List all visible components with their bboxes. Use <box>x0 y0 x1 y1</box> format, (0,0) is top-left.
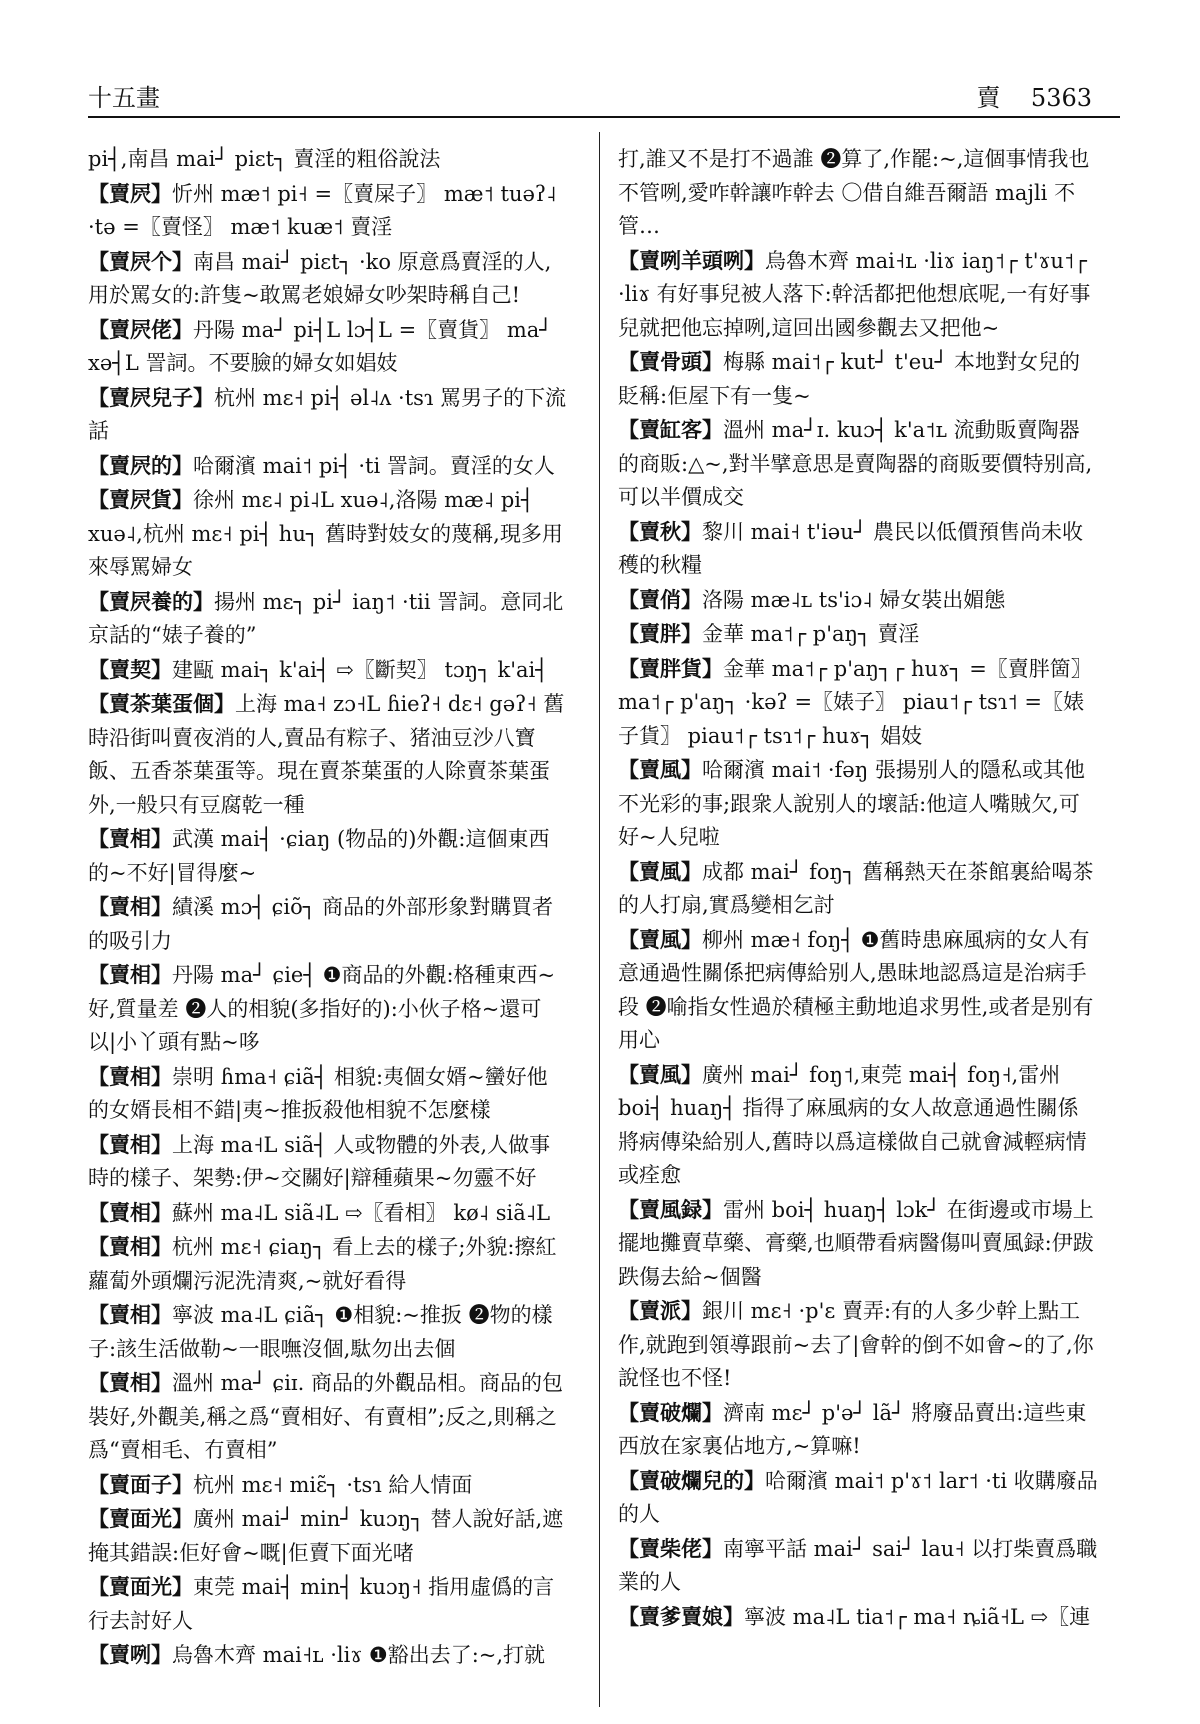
entry-headword: 【賣茶葉蛋個】 <box>88 691 235 716</box>
entry-headword: 【賣風】 <box>618 858 702 884</box>
dictionary-entry <box>88 890 568 958</box>
dictionary-entry <box>88 1060 568 1128</box>
dictionary-entry <box>88 1570 568 1638</box>
entry-text: 黎川 mai˧ t'iəu┘ 農民以低價預售尚未收穫的秋糧 <box>618 519 1084 577</box>
dictionary-entry <box>88 822 568 890</box>
entry-headword: 【賣相】 <box>88 1199 172 1225</box>
entry-text: 崇明 ɦma˧ ɕiã┤ 相貌:夷個女婿~蠻好他的女婿長相不錯|夷~推扳殺他相貌不怎麼樣 <box>88 1064 548 1122</box>
entry-text: 蘇州 ma˨L siã˨L ⇨〖看相〗 kø˨ siã˨L <box>172 1200 551 1225</box>
entry-headword: 【賣破爛兒的】 <box>618 1467 765 1493</box>
entry-headword: 【賣屄的】 <box>88 452 193 478</box>
entry-text: 丹陽 ma┘ ɕie┤ ❶商品的外觀:格種東西~好,質量差 ❷人的相貌(多指好的):小伙子格~還可以|小丫頭有點~哆 <box>88 963 556 1054</box>
entry-headword: 【賣相】 <box>88 826 172 851</box>
dictionary-entry <box>88 483 568 585</box>
dictionary-entry <box>618 1058 1098 1193</box>
entry-headword: 【賣契】 <box>88 656 172 682</box>
entry-text: 丹陽 ma┘ pi┤L lɔ┤L =〖賣貨〗 ma┘ xə┤L 詈詞。不要臉的婦女如娼妓 <box>88 317 552 375</box>
entry-text: 寧波 ma˨L tia˦┌ ma˧ ȵiã˧L ⇨〖連 <box>744 1604 1091 1629</box>
entry-headword: 【賣相】 <box>88 1063 172 1089</box>
entry-headword: 【賣爹賣娘】 <box>618 1603 744 1629</box>
entry-text: 建甌 mai┐ k'ai┤ ⇨〖斷契〗 tɔŋ┐ k'ai┤ <box>172 657 548 682</box>
entry-text: 忻州 mæ˦ pi˧ =〖賣屎子〗 mæ˦ tuəʔ˨ ·tə =〖賣怪〗 mæ˦ kuæ˦ 賣淫 <box>88 181 557 239</box>
dictionary-entry <box>88 381 568 449</box>
entry-text: 杭州 mɛ˧ ɕiaŋ┐ 看上去的樣子;外貌:擦紅蘿蔔外頭爛污泥洗清爽,~就好看得 <box>88 1235 557 1293</box>
entry-text: 徐州 mɛ˨ pi˨L xuə˨,洛陽 mæ˨ pi┤ xuə˨,杭州 mɛ˧ pi┤ hu┐ 舊時對妓女的蔑稱,現多用來辱罵婦女 <box>88 488 563 579</box>
dictionary-entry <box>618 617 1098 652</box>
dictionary-entry <box>88 1196 568 1231</box>
entry-headword: 【賣屄】 <box>88 180 172 206</box>
entry-text: 寧波 ma˨L ɕiã┐ ❶相貌:~推扳 ❷物的樣子:該生活做勒~一眼嘸沒個,駄勿出去個 <box>88 1303 553 1361</box>
entry-headword: 【賣胖】 <box>618 621 702 646</box>
dictionary-entry <box>618 923 1098 1058</box>
entry-text: 打,誰又不是打不過誰 ❷算了,作罷:~,這個事情我也不管咧,愛咋幹讓咋幹去 〇借自維吾爾語 majli 不管… <box>618 147 1090 238</box>
entry-text: 哈爾濱 mai˦ p'ɤ˦ lar˦ ·ti 收購廢品的人 <box>618 1468 1098 1526</box>
entry-text: 溫州 ma┘ ɕiɪ. 商品的外觀品相。商品的包裝好,外觀美,稱之爲“賣相好、有賣相”;反之,則稱之爲“賣相毛、冇賣相” <box>88 1371 563 1462</box>
dictionary-entry <box>88 1468 568 1503</box>
dictionary-entry <box>618 1193 1098 1295</box>
dictionary-entry <box>618 142 1098 244</box>
entry-text: 金華 ma˦┌ p'aŋ┐┌ huɤ┐ =〖賣胖箇〗 ma˦┌ p'aŋ┐ ·kəʔ =〖婊子〗 piau˦┌ tsɿ˦ =〖婊子貨〗 piau˦┌ tsɿ˦┌ huɤ┐ 娼妓 <box>618 656 1092 748</box>
dictionary-entry <box>618 244 1098 346</box>
column-divider <box>599 132 600 1707</box>
entry-headword: 【賣屄个】 <box>88 248 193 274</box>
entry-text: 杭州 mɛ˧ pi┤ əl˨ʌ ·tsɿ 罵男子的下流話 <box>88 385 567 443</box>
entry-headword: 【賣風録】 <box>618 1196 723 1222</box>
entry-text: 南昌 mai┘ piɛt┐ ·ko 原意爲賣淫的人,用於罵女的:許隻~敢罵老娘婦女吵架時稱自己! <box>88 249 552 307</box>
entry-text: 雷州 boi┤ huaŋ┤ lɔk┘ 在街邊或市場上擺地攤賣草藥、膏藥,也順帶看病醫傷叫賣風録:伊跋跌傷去給~個醫 <box>618 1197 1094 1289</box>
dictionary-entry <box>88 1298 568 1366</box>
entry-text: 廣州 mai┘ foŋ˦,東莞 mai┤ foŋ˧,雷州 boi┤ huaŋ┤ 指得了麻風病的女人故意通過性關係將病傳染給别人,舊時以爲這樣做自己就會減輕病情或痊愈 <box>618 1062 1087 1187</box>
dictionary-entry <box>88 1638 568 1673</box>
entry-headword: 【賣咧羊頭咧】 <box>618 247 765 273</box>
entry-text: 東莞 mai┤ min┤ kuɔŋ˧ 指用虛僞的言行去討好人 <box>88 1575 555 1633</box>
entry-headword: 【賣面子】 <box>88 1471 193 1497</box>
entry-text: 哈爾濱 mai˦ ·fəŋ 張揚别人的隱私或其他不光彩的事;跟衆人說别人的壞話:他這人嘴賊欠,可好~人兒啦 <box>618 758 1085 849</box>
entry-headword: 【賣骨頭】 <box>618 349 723 374</box>
dictionary-entry <box>88 653 568 688</box>
dictionary-entry <box>618 1464 1098 1532</box>
dictionary-entry <box>88 1128 568 1196</box>
dictionary-entry <box>618 855 1098 923</box>
entry-text: 柳州 mæ˧ foŋ┤ ❶舊時患麻風病的女人有意通過性關係把病傳給别人,愚昧地認爲這是治病手段 ❷喻指女性過於積極主動地追求男性,或者是别有用心 <box>618 927 1094 1052</box>
entry-headword: 【賣相】 <box>88 1302 172 1327</box>
entry-headword: 【賣相】 <box>88 962 172 987</box>
entry-headword: 【賣屄兒子】 <box>88 384 214 410</box>
dictionary-entry <box>618 753 1098 855</box>
entry-headword: 【賣相】 <box>88 894 172 919</box>
page-number: 5363 <box>1030 84 1092 112</box>
entry-headword: 【賣屄佬】 <box>88 316 193 342</box>
entry-text: 洛陽 mæ˨ʟ ts'iɔ˨ 婦女裝出媚態 <box>702 587 1006 612</box>
entry-text: 金華 ma˦┌ p'aŋ┐ 賣淫 <box>702 622 920 646</box>
entry-headword: 【賣派】 <box>618 1298 702 1323</box>
entry-headword: 【賣缸客】 <box>618 417 723 442</box>
dictionary-entry <box>88 585 568 653</box>
entry-headword: 【賣俏】 <box>618 586 702 612</box>
header-rule <box>88 116 1120 118</box>
entry-headword: 【賣相】 <box>88 1370 172 1395</box>
dictionary-entry <box>88 142 568 177</box>
entry-headword: 【賣柴佬】 <box>618 1535 723 1561</box>
dictionary-entry <box>618 515 1098 583</box>
entry-text: 上海 ma˧ zɔ˧L ɦieʔ˧ dɛ˧ gəʔ˧ 舊時沿街叫賣夜消的人,賣品有粽子、猪油豆沙八寶飯、五香茶葉蛋等。現在賣茶葉蛋的人除賣茶葉蛋外,一般只有豆腐乾一種 <box>88 692 565 817</box>
dictionary-entry <box>88 449 568 484</box>
dictionary-entry <box>88 687 568 822</box>
entry-text: 揚州 mɛ┐ pi┘ iaŋ˦ ·tii 詈詞。意同北京話的“婊子養的” <box>88 589 564 647</box>
entry-text: 烏魯木齊 mai˧ʟ ·liɤ ❶豁出去了:~,打就 <box>172 1643 546 1667</box>
dictionary-entry <box>88 958 568 1060</box>
left-column <box>88 142 568 1673</box>
entry-text: 上海 ma˧L siã┤ 人或物體的外表,人做事時的樣子、架勢:伊~交關好|辯種蘋果~勿靈不好 <box>88 1132 551 1190</box>
entry-headword: 【賣風】 <box>618 926 702 952</box>
entry-text: 銀川 mɛ˧ ·p'ɛ 賣弄:有的人多少幹上點工作,就跑到領導跟前~去了|會幹的倒不如會~的了,你說怪也不怪! <box>618 1299 1094 1390</box>
right-column <box>618 142 1098 1634</box>
dictionary-entry <box>618 652 1098 754</box>
entry-headword: 【賣屄養的】 <box>88 588 214 614</box>
entry-text: 廣州 mai┘ min┘ kuɔŋ┐ 替人說好話,遮掩其錯誤:佢好會~嘅|佢賣下面光啫 <box>88 1507 564 1565</box>
entry-text: 南寧平話 mai┘ sai┘ lau˧ 以打柴賣爲職業的人 <box>618 1536 1098 1594</box>
entry-text: 哈爾濱 mai˦ pi┤ ·ti 詈詞。賣淫的女人 <box>193 453 555 478</box>
entry-text: 濟南 mɛ┘ p'ə┘ lã┘ 將廢品賣出:這些東西放在家裏佔地方,~算嘛! <box>618 1400 1087 1458</box>
section-title: 十五畫 <box>88 84 160 112</box>
entry-text: 梅縣 mai˦┌ kut┘ t'eu┘ 本地對女兒的貶稱:佢屋下有一隻~ <box>618 350 1080 408</box>
page-indicator <box>976 78 1092 113</box>
entry-text: 成都 mai┘ foŋ┐ 舊稱熱天在茶館裏給喝茶的人打扇,實爲變相乞討 <box>618 859 1094 917</box>
dictionary-entry <box>88 1502 568 1570</box>
entry-text: pi┤,南昌 mai┘ piɛt┐ 賣淫的粗俗說法 <box>88 147 441 171</box>
entry-text: 績溪 mɔ┤ ɕiõ┐ 商品的外部形象對購買者的吸引力 <box>88 895 554 953</box>
dictionary-entry <box>618 1532 1098 1600</box>
page-header <box>88 78 1120 118</box>
dictionary-entry <box>88 1230 568 1298</box>
dictionary-entry <box>618 413 1098 515</box>
entry-headword: 【賣面光】 <box>88 1574 193 1599</box>
entry-text: 烏魯木齊 mai˧ʟ ·liɤ iaŋ˦┌ t'ɤu˦┌ ·liɤ 有好事兒被人落下:幹活都把他想底呢,一有好事兒就把他忘掉咧,這回出國參觀去又把他~ <box>618 248 1091 340</box>
dictionary-entry <box>618 583 1098 618</box>
entry-text: 武漢 mai┤ ·ɕiaŋ (物品的)外觀:這個東西的~不好|冒得麼~ <box>88 827 550 885</box>
entry-headword: 【賣風】 <box>618 1061 702 1087</box>
entry-text: 杭州 mɛ˧ miɛ̃┐ ·tsɿ 給人情面 <box>193 1472 473 1497</box>
dictionary-entry <box>618 1294 1098 1396</box>
entry-headword: 【賣咧】 <box>88 1642 172 1667</box>
entry-headword: 【賣面光】 <box>88 1506 193 1531</box>
entry-headword: 【賣相】 <box>88 1234 172 1259</box>
entry-headword: 【賣屄貨】 <box>88 487 193 512</box>
entry-headword: 【賣風】 <box>618 757 702 782</box>
entry-headword: 【賣秋】 <box>618 518 702 544</box>
head-character: 賣 <box>976 84 1001 112</box>
dictionary-entry <box>618 1396 1098 1464</box>
dictionary-entry <box>88 245 568 313</box>
entry-text: 溫州 ma┘ɪ. kuɔ┤ k'a˦ʟ 流動販賣陶器的商販:△~,對半擘意思是賣陶器的商販要價特别高,可以半價成交 <box>618 418 1093 509</box>
dictionary-entry <box>88 1366 568 1468</box>
dictionary-entry <box>618 345 1098 413</box>
entry-headword: 【賣相】 <box>88 1131 172 1157</box>
entry-headword: 【賣破爛】 <box>618 1399 723 1425</box>
dictionary-entry <box>618 1600 1098 1635</box>
dictionary-entry <box>88 177 568 245</box>
dictionary-entry <box>88 313 568 381</box>
entry-headword: 【賣胖貨】 <box>618 655 723 681</box>
